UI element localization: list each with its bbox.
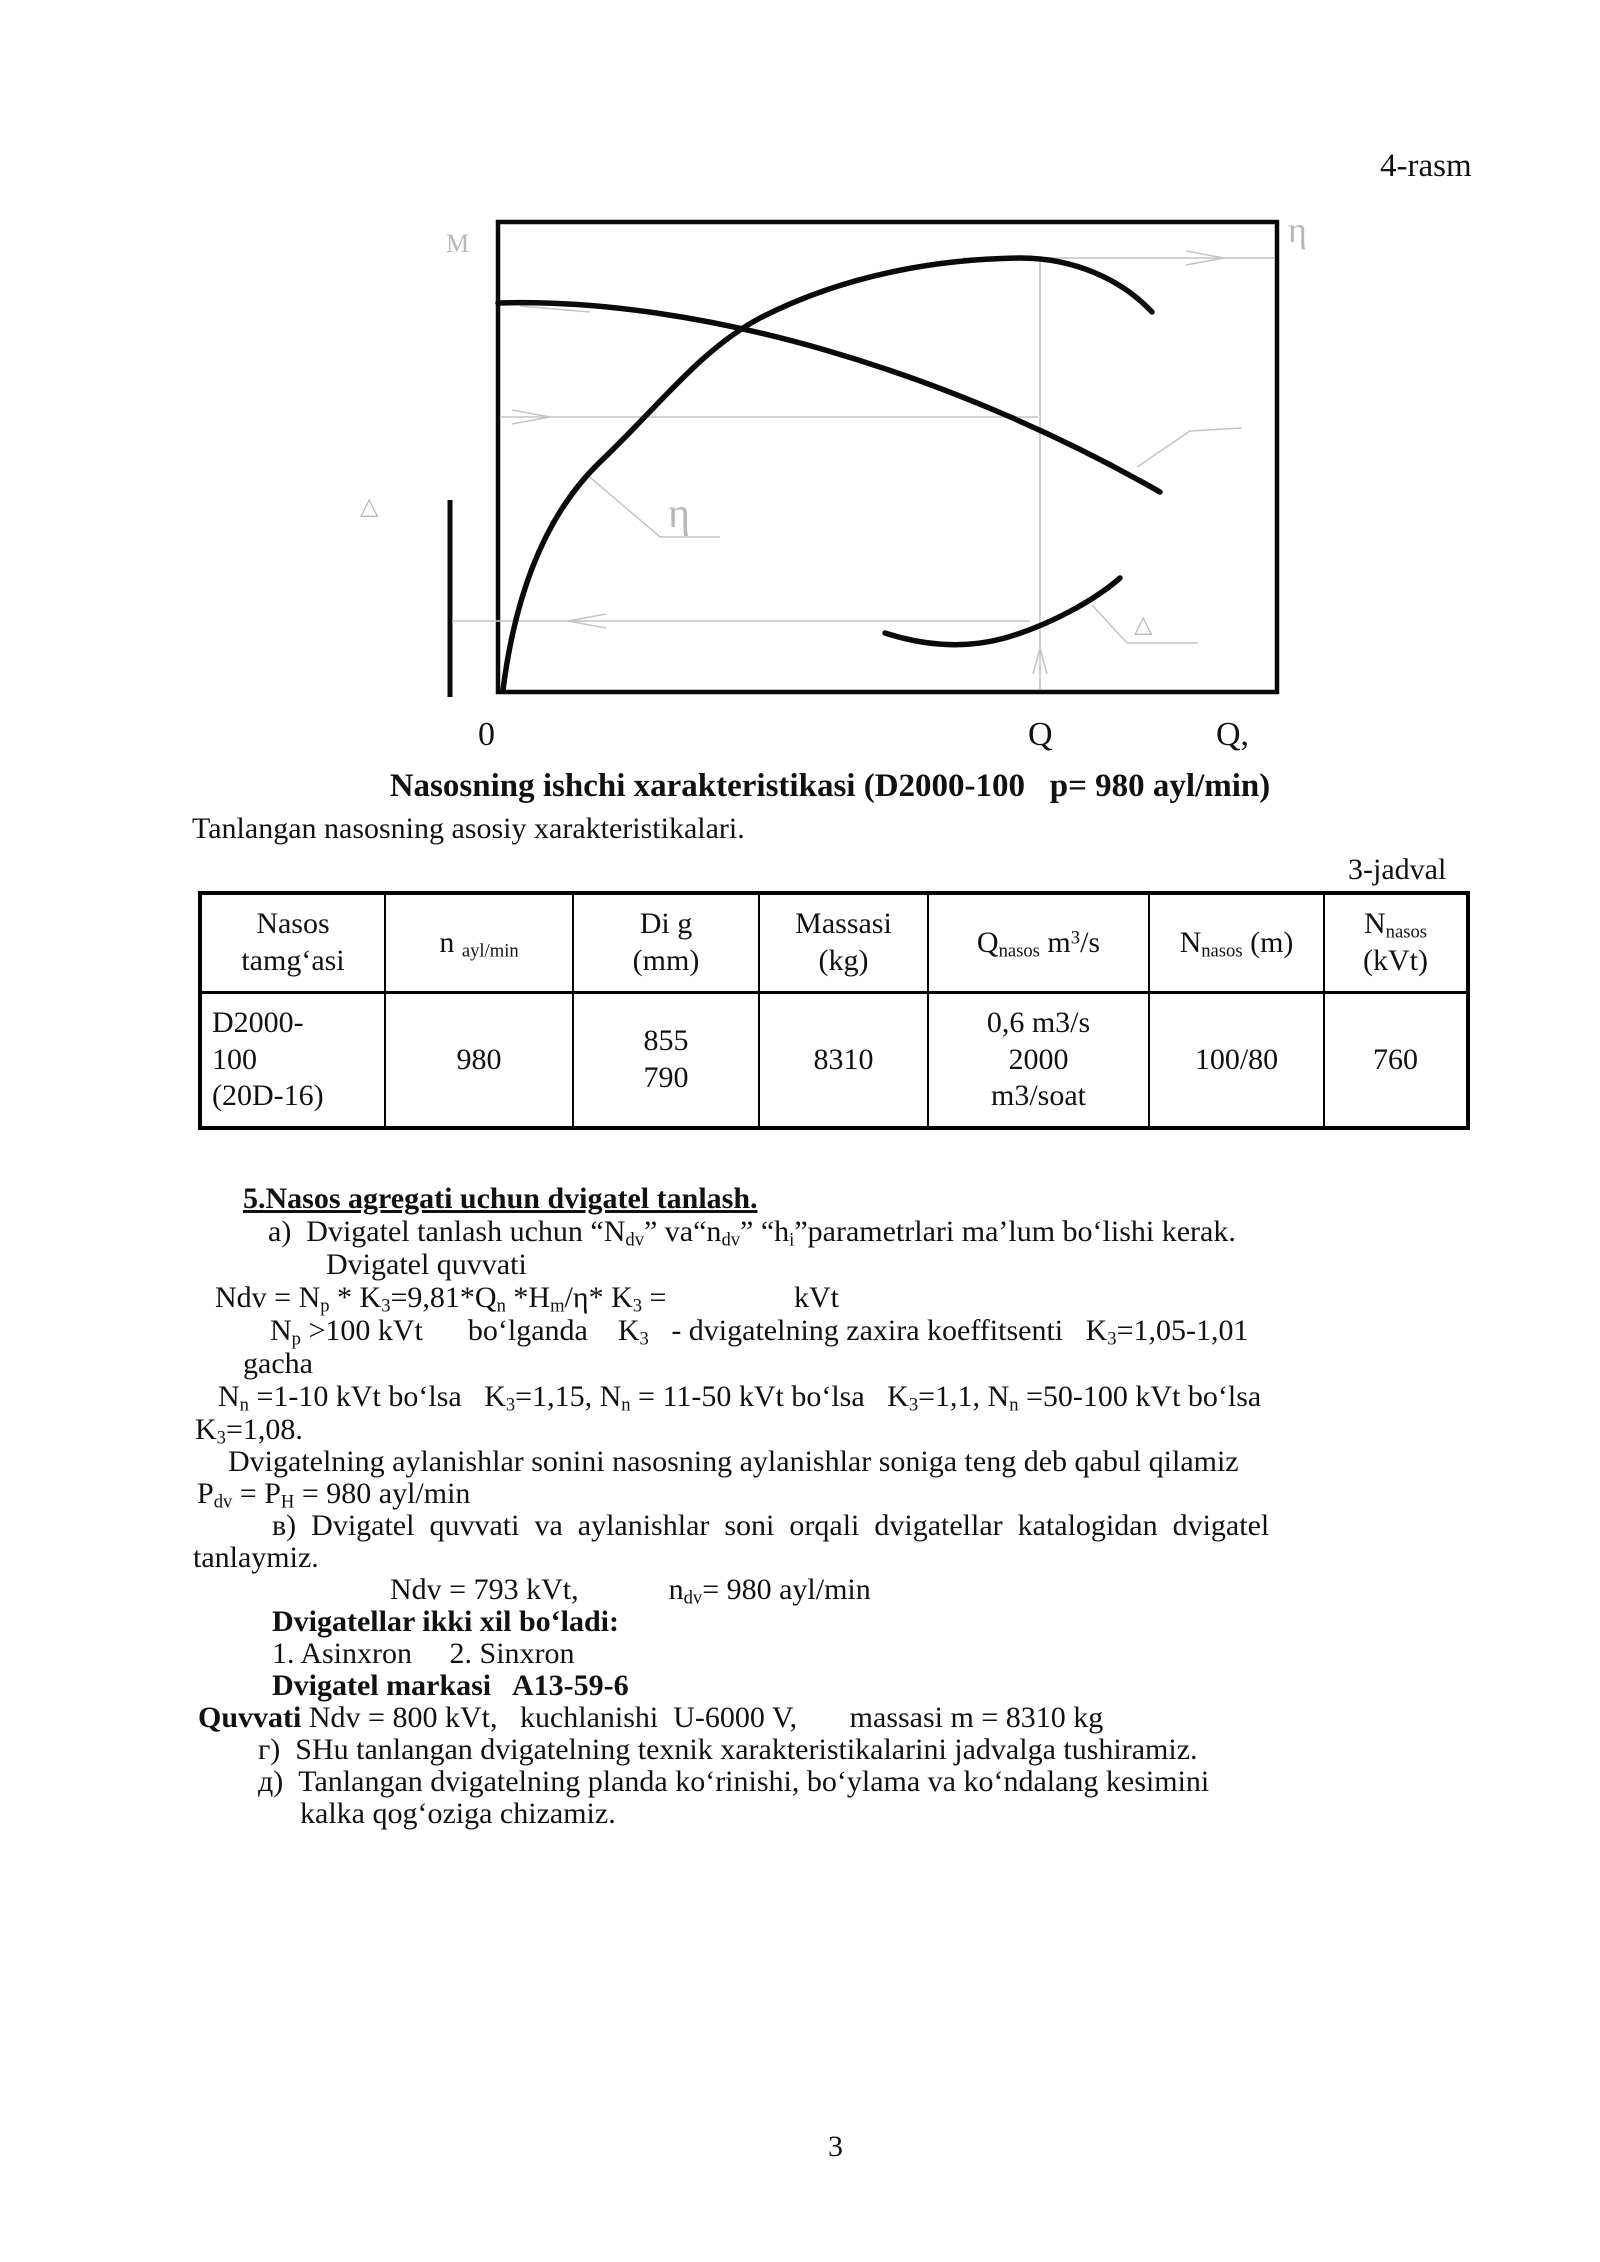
delta-right-glyph: △ (1134, 612, 1153, 638)
leader-head (1137, 428, 1242, 467)
q-index-axis-label: Q, (1216, 716, 1250, 753)
cell-power: 760 (1324, 993, 1468, 1129)
text-line: $P_{dv} = P_H = 980$ ayl/min (197, 1477, 471, 1513)
cell-diameter: 855 790 (573, 993, 759, 1129)
eta-top-label: η (1288, 210, 1307, 250)
text-line: 5.Nasos agregati uchun dvigatel tanlash. (243, 1182, 758, 1215)
figure-caption: Nasosning ishchi xarakteristikasi (D2000-100 p= 980 ayl/min) (389, 768, 1271, 804)
pencil-glyphs (360, 210, 1307, 638)
text-line: Ndv = $N_p * K_3=9,81*Q_n$ $*H_m/\eta*$ $K_3$ = kVt (215, 1281, 839, 1317)
col-header-rpm: n $_{ayl/min}$ (385, 893, 573, 993)
pump-characteristics-table (198, 891, 1470, 1130)
power-curve (885, 578, 1120, 645)
text-line: Dvigatelning aylanishlar sonini nasosning aylanishlar soniga teng deb qabul qilamiz (228, 1445, 1239, 1478)
text-line: $N_p >100$ kVt bo‘lganda $K_3$ - dvigatelning zaxira koeffitsenti $K_3=1,05-1,01$ (270, 1314, 1249, 1350)
text-line: kalka qog‘oziga chizamiz. (300, 1797, 616, 1830)
text-line: Quvvati Ndv = 800 kVt, kuchlanishi U-6000 V, massasi m = 8310 kg (198, 1701, 1104, 1734)
cell-flow: 0,6 m3/s 2000 m3/soat (928, 993, 1149, 1129)
col-header-mass: Massasi (kg) (759, 893, 928, 993)
leader-eta (585, 473, 720, 537)
col-header-head: $N_{nasos}$ (m) (1149, 893, 1324, 993)
y-axis-label: M (446, 229, 470, 258)
text-line: gacha (243, 1347, 313, 1380)
text-line: $N_n =1-10$ kVt bo‘lsa $K_3=1,15$, $N_n = 11-50$ kVt bo‘lsa $K_3=1,1$, $N_n =50-100$ kVt bo‘lsa (218, 1380, 1262, 1416)
cell-rpm: 980 (385, 993, 573, 1129)
intro-text: Tanlangan nasosning asosiy xarakteristikalari. (192, 812, 745, 845)
cell-mass: 8310 (759, 993, 928, 1129)
table-number-label: 3-jadval (1348, 853, 1447, 886)
col-header-power: $N_{nasos}$ (kVt) (1324, 893, 1468, 993)
col-header-pump-brand: Nasos tamg‘asi (200, 893, 385, 993)
text-line: в) Dvigatel quvvati va aylanishlar soni orqali dvigatellar katalogidan dvigatel (272, 1509, 1270, 1542)
origin-label: 0 (478, 716, 495, 753)
text-line: $K_3=1,08$. (195, 1413, 303, 1449)
text-line: a) Dvigatel tanlash uchun “$N_{dv}$” $va“n_{dv}$” “$h_i”parametrlari$ ma’lum bo‘lishi kerak. (268, 1215, 1236, 1251)
page-number: 3 (828, 2130, 843, 2163)
table-header-row (200, 893, 1468, 993)
eta-mid-label: η (668, 491, 690, 537)
axis-labels (478, 716, 1249, 753)
cell-pump-brand: D2000- 100 (20D-16) (200, 993, 385, 1129)
table-data-row (200, 993, 1468, 1129)
text-line: Dvigatellar ikki xil bo‘ladi: (272, 1605, 619, 1638)
text-line: д) Tanlangan dvigatelning planda ko‘rinishi, bo‘ylama va ko‘ndalang kesimini (258, 1765, 1210, 1798)
text-line: Dvigatel quvvati (326, 1248, 527, 1281)
q-axis-label: Q (1028, 716, 1053, 753)
text-line: г) SHu tanlangan dvigatelning texnik xarakteristikalarini jadvalga tushiramiz. (258, 1733, 1198, 1766)
pump-characteristic-figure (0, 0, 1600, 800)
figure-number-label: 4-rasm (1380, 148, 1472, 184)
text-line: tanlaymiz. (193, 1541, 319, 1574)
cell-head: 100/80 (1149, 993, 1324, 1129)
delta-left-glyph: △ (360, 494, 379, 520)
col-header-flow: $Q_{nasos}$ $m^3/s$ (928, 893, 1149, 993)
efficiency-curve (503, 258, 1152, 690)
text-line: Dvigatel markasi A13-59-6 (272, 1669, 629, 1702)
col-header-diameter: Di g (mm) (573, 893, 759, 993)
text-line: Ndv = 793 kVt, $n_{dv}= 980$ ayl/min (390, 1573, 871, 1609)
text-line: 1. Asinxron 2. Sinxron (272, 1637, 575, 1670)
